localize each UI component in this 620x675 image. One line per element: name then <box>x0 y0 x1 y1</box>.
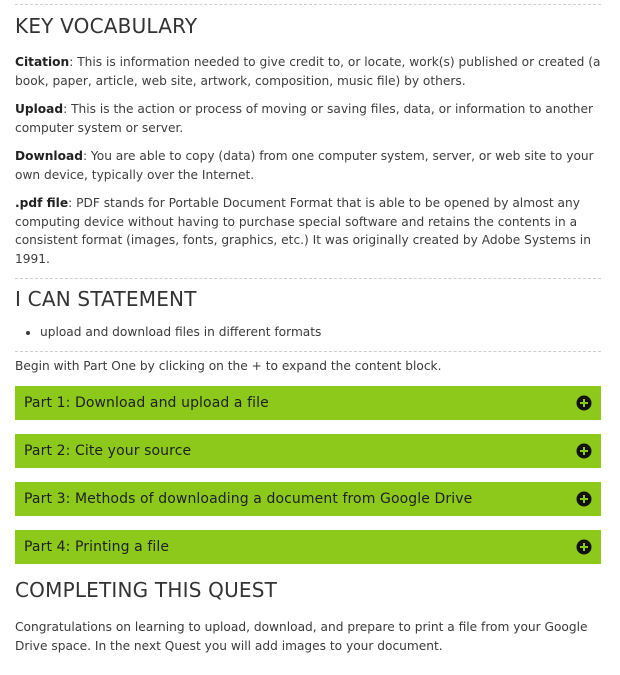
vocab-definition: : PDF stands for Portable Document Format that is able to be opened by almost any computing device without having to purchase special software and retains the contents in a consistent format (images, fonts, graphics, etc.) It was originally created by Adobe Systems in 1991. <box>15 196 591 266</box>
vocab-definition: : This is the action or process of moving or saving files, data, or information to another computer system or server. <box>15 102 593 135</box>
vocab-definition: : This is information needed to give credit to, or locate, work(s) published or created (a book, paper, article, web site, artwork, composition, music file) by others. <box>15 55 601 88</box>
vocab-entry-pdf-file <box>15 194 601 268</box>
vocab-definition: : You are able to copy (data) from one computer system, server, or web site to your own device, typically over the Internet. <box>15 149 594 182</box>
vocab-entry-citation <box>15 53 601 90</box>
accordion-label: Part 4: Printing a file <box>24 539 170 555</box>
accordion-label: Part 2: Cite your source <box>24 443 192 459</box>
accordion-part-3[interactable] <box>15 482 601 516</box>
vocab-term: Citation <box>15 55 70 69</box>
accordion-label: Part 1: Download and upload a file <box>24 395 269 411</box>
plus-circle-icon[interactable] <box>576 491 592 507</box>
completing-quest-text: Congratulations on learning to upload, download, and prepare to print a file from your Google Drive space. In the next Quest you will add images to your document. <box>15 620 588 653</box>
vocab-term: Download <box>15 149 83 163</box>
accordion-label: Part 3: Methods of downloading a document from Google Drive <box>24 491 473 507</box>
intro-instruction: Begin with Part One by clicking on the + to expand the content block. <box>15 359 442 373</box>
accordion-part-4[interactable] <box>15 530 601 564</box>
i-can-statement-heading: I CAN STATEMENT <box>15 287 197 311</box>
key-vocabulary-heading: KEY VOCABULARY <box>15 14 198 38</box>
accordion-part-1[interactable] <box>15 386 601 420</box>
vocab-entry-download <box>15 147 601 184</box>
i-can-list <box>15 323 601 341</box>
plus-circle-icon[interactable] <box>576 395 592 411</box>
plus-circle-icon[interactable] <box>576 443 592 459</box>
accordion-part-2[interactable] <box>15 434 601 468</box>
vocab-term: Upload <box>15 102 64 116</box>
section-divider <box>15 351 601 352</box>
quest-page <box>15 0 601 655</box>
top-divider <box>15 4 601 5</box>
plus-circle-icon[interactable] <box>576 539 592 555</box>
i-can-item: • upload and download files in different formats <box>40 323 601 341</box>
section-divider <box>15 278 601 279</box>
completing-quest-heading: COMPLETING THIS QUEST <box>15 578 278 602</box>
vocab-entry-upload <box>15 100 601 137</box>
vocab-term: .pdf file <box>15 196 69 210</box>
